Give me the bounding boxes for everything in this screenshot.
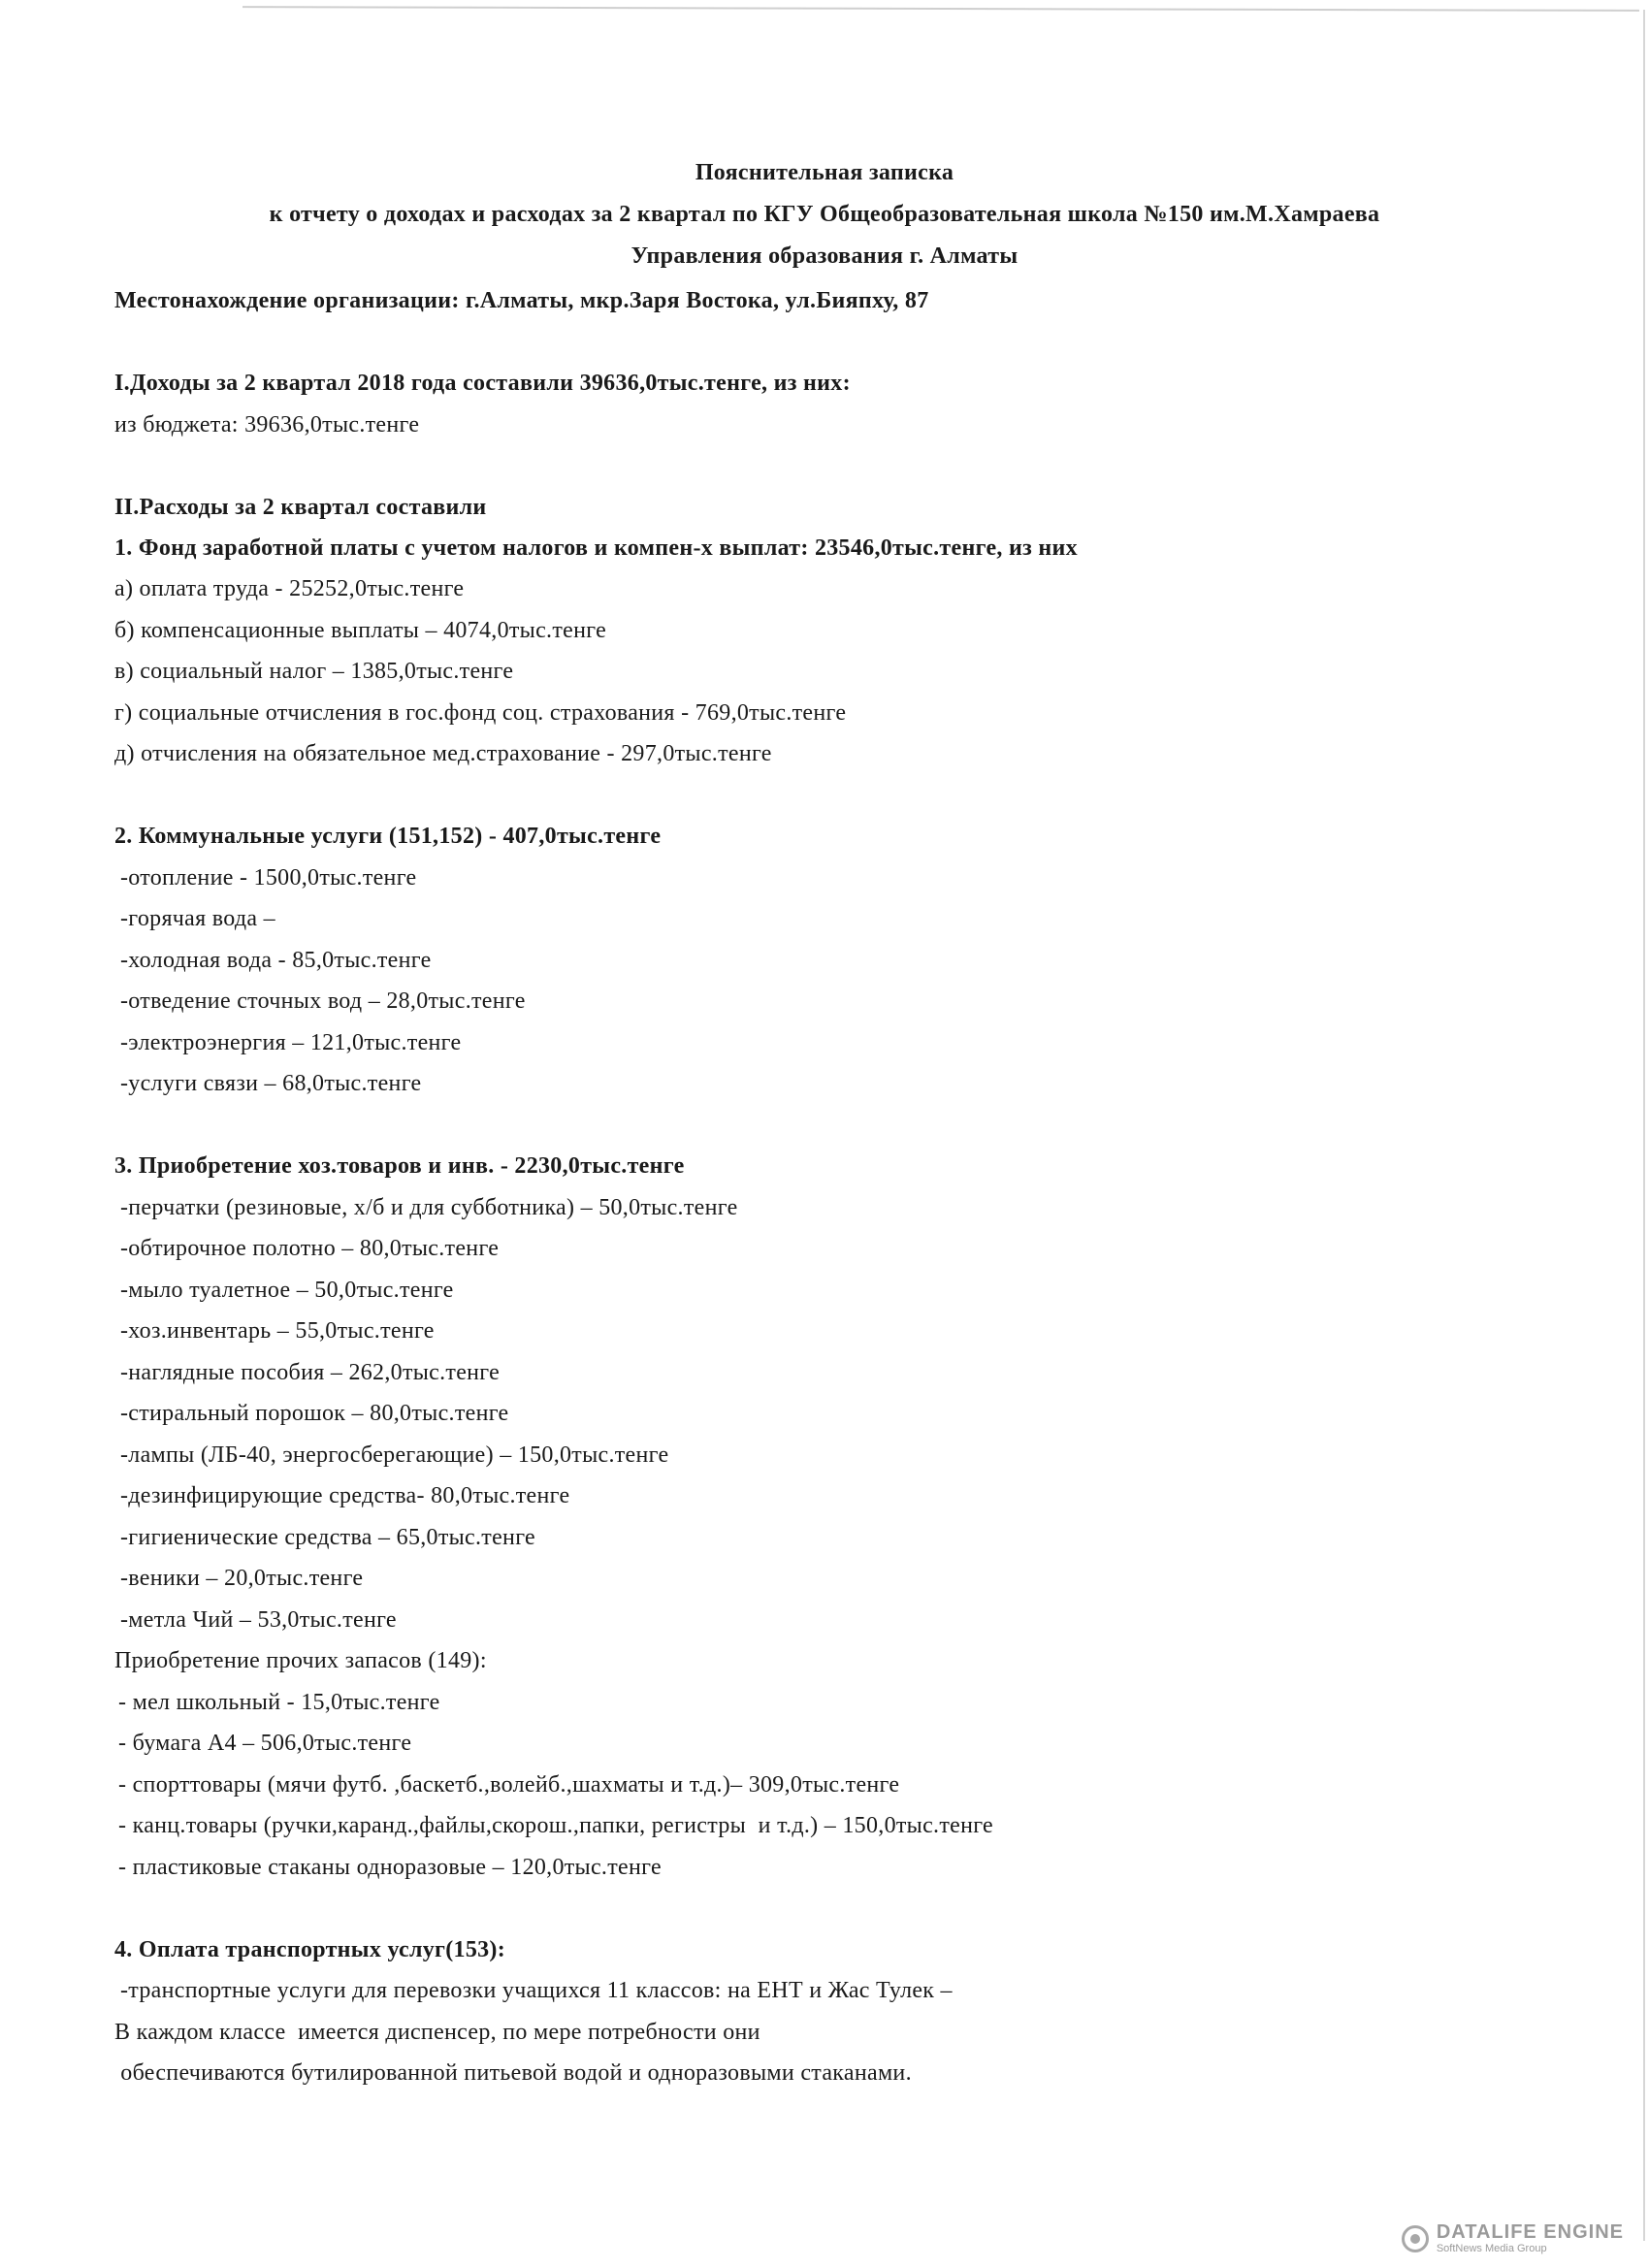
section1-item: б) компенсационные выплаты – 4074,0тыс.тенге [114,618,607,643]
scan-edge-right [1643,10,1645,2241]
datalife-logo-icon [1402,2225,1429,2252]
watermark-title: DATALIFE ENGINE [1436,2221,1624,2243]
income-heading: I.Доходы за 2 квартал 2018 года составили 39636,0тыс.тенге, из них: [114,371,851,396]
document-title: Пояснительная записка [695,160,954,185]
income-budget: из бюджета: 39636,0тыс.тенге [114,412,420,437]
section2-item: -отведение сточных вод – 28,0тыс.тенге [120,988,526,1014]
section4-item: В каждом классе имеется диспенсер, по мере потребности они [114,2020,760,2045]
section1-item: г) социальные отчисления в гос.фонд соц. страхования - 769,0тыс.тенге [114,700,847,726]
scan-edge-top [242,6,1639,12]
organization-location: Местонахождение организации: г.Алматы, мкр.Заря Востока, ул.Бияпху, 87 [114,288,929,313]
document-department: Управления образования г. Алматы [630,243,1018,269]
section3-item: -стиральный порошок – 80,0тыс.тенге [120,1401,509,1426]
section2-heading: 2. Коммунальные услуги (151,152) - 407,0тыс.тенге [114,824,662,849]
other-supplies-item: - спорттовары (мячи футб. ,баскетб.,волейб.,шахматы и т.д.)– 309,0тыс.тенге [118,1772,900,1798]
section3-item: -веники – 20,0тыс.тенге [120,1566,364,1591]
section3-heading: 3. Приобретение хоз.товаров и инв. - 2230,0тыс.тенге [114,1153,685,1179]
section1-heading: 1. Фонд заработной платы с учетом налогов и компен-х выплат: 23546,0тыс.тенге, из них [114,535,1078,561]
section3-item: -хоз.инвентарь – 55,0тыс.тенге [120,1318,435,1344]
other-supplies-item: - канц.товары (ручки,каранд.,файлы,скорош.,папки, регистры и т.д.) – 150,0тыс.тенге [118,1813,994,1838]
section4-item: обеспечиваются бутилированной питьевой водой и одноразовыми стаканами. [114,2060,912,2086]
datalife-watermark [1402,2222,1624,2254]
other-supplies-item: - пластиковые стаканы одноразовые – 120,0тыс.тенге [118,1855,662,1880]
section3-item: -мыло туалетное – 50,0тыс.тенге [120,1278,454,1303]
section4-item: -транспортные услуги для перевозки учащихся 11 классов: на ЕНТ и Жас Тулек – [120,1978,953,2003]
expenses-heading: II.Расходы за 2 квартал составили [114,495,487,520]
section4-heading: 4. Оплата транспортных услуг(153): [114,1937,506,1962]
section2-item: -отопление - 1500,0тыс.тенге [120,865,417,891]
section2-item: -горячая вода – [120,906,275,931]
section1-item: в) социальный налог – 1385,0тыс.тенге [114,659,514,684]
section3-item: -гигиенические средства – 65,0тыс.тенге [120,1525,535,1550]
watermark-subtitle: SoftNews Media Group [1436,2243,1547,2254]
section2-item: -электроэнергия – 121,0тыс.тенге [120,1030,462,1055]
section3-item: -метла Чий – 53,0тыс.тенге [120,1607,397,1633]
other-supplies-item: - бумага А4 – 506,0тыс.тенге [118,1731,412,1756]
section3-item: -наглядные пособия – 262,0тыс.тенге [120,1360,501,1385]
section3-item: -перчатки (резиновые, х/б и для субботника) – 50,0тыс.тенге [120,1195,738,1220]
section3-item: -дезинфицирующие средства- 80,0тыс.тенге [120,1483,570,1508]
section2-item: -холодная вода - 85,0тыс.тенге [120,948,432,973]
section1-item: д) отчисления на обязательное мед.страхование - 297,0тыс.тенге [114,741,772,766]
other-supplies-item: - мел школьный - 15,0тыс.тенге [118,1690,440,1715]
section2-item: -услуги связи – 68,0тыс.тенге [120,1071,422,1096]
other-supplies-heading: Приобретение прочих запасов (149): [114,1648,487,1673]
section3-item: -лампы (ЛБ-40, энергосберегающие) – 150,0тыс.тенге [120,1442,669,1468]
section1-item: а) оплата труда - 25252,0тыс.тенге [114,576,465,601]
document-subtitle: к отчету о доходах и расходах за 2 квартал по КГУ Общеобразовательная школа №150 им.М.Хамраева [269,202,1380,227]
section3-item: -обтирочное полотно – 80,0тыс.тенге [120,1236,500,1261]
